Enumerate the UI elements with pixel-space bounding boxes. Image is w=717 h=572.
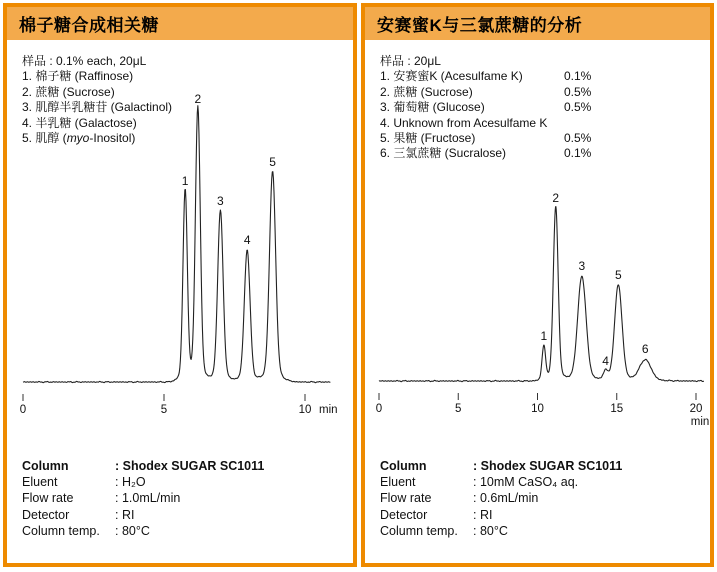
condition-row [22,523,264,539]
sample-item-name: 3. 葡萄糖 (Glucose) [380,100,485,115]
sample-item-name: 1. 安赛蜜K (Acesulfame K) [380,69,523,84]
sample-item-name: 4. Unknown from Acesulfame K [380,115,548,130]
conditions-table [380,458,622,539]
peak-label: 4 [602,354,609,368]
panel-raffinose [3,3,357,567]
peak-label: 2 [552,191,560,205]
x-axis-tick-label: 5 [160,404,168,416]
chromatogram-curve [23,106,330,383]
condition-row [380,523,622,539]
condition-label: Detector [380,507,428,522]
panel-acesulfame [361,3,714,567]
condition-row [380,474,622,490]
sample-list [22,54,172,146]
peak-label: 3 [217,194,224,208]
sample-header: 样品 : 20μL [380,54,441,68]
sample-item-concentration: 0.5% [564,84,592,99]
condition-value: : 0.6mL/min [473,491,539,506]
x-axis-tick-label: 20 [689,403,703,415]
sample-item-name: 6. 三氯蔗糖 (Sucralose) [380,146,507,161]
sample-item [380,146,592,161]
sample-item [380,69,592,84]
peak-label: 5 [269,155,276,169]
sample-item-concentration: 0.5% [564,131,592,146]
x-axis-tick-label: 5 [455,403,462,415]
condition-row [380,490,622,506]
x-axis-unit-label: min [690,416,710,428]
panel-title: 棉子糖合成相关糖 [19,16,159,35]
condition-label: Column temp. [380,523,458,538]
condition-label: Column [380,459,427,473]
condition-row [22,507,264,523]
condition-value: : RI [473,507,493,522]
sample-item-concentration: 0.5% [564,100,592,115]
sample-item-concentration: 0.1% [564,146,592,161]
sample-item [380,84,592,100]
sample-item-italic: myo [66,131,90,146]
x-axis-tick-label: 10 [531,403,544,415]
sample-item: 1. 棉子糖 (Raffinose) [22,69,134,84]
condition-row [22,458,264,474]
condition-value: : Shodex SUGAR SC1011 [473,459,623,473]
condition-value: : H₂O [115,475,146,490]
condition-value: : 10mM CaSO₄ aq. [473,475,579,490]
condition-label: Eluent [380,475,416,490]
sample-item-suffix: -Inositol) [89,131,136,146]
sample-item [380,100,592,115]
peak-label: 4 [243,233,251,247]
peak-label: 1 [540,329,548,343]
condition-label: Flow rate [380,491,432,506]
condition-label: Column [22,459,69,473]
x-axis-tick-label: 0 [19,404,27,416]
x-axis-tick-label: 15 [610,403,624,415]
sample-item-name: 2. 蔗糖 (Sucrose) [380,84,473,99]
condition-label: Eluent [22,475,58,490]
panel-header [365,7,710,40]
peak-label: 5 [614,268,622,282]
sample-header: 样品 : 0.1% each, 20μL [22,54,147,68]
sample-item [380,116,547,131]
sample-item-prefix: 5. 肌醇 ( [22,131,67,146]
peak-label: 3 [578,259,586,273]
conditions-table [22,458,264,539]
sample-item: 4. 半乳糖 (Galactose) [22,115,137,130]
condition-row [22,490,264,506]
sample-item [22,131,172,146]
x-axis-tick-label: 0 [375,403,383,415]
x-axis-unit-label: min [319,404,338,416]
condition-value: : RI [115,507,135,522]
sample-list [380,54,592,162]
panel-header [7,7,353,40]
sample-item: 3. 肌醇半乳糖苷 (Galactinol) [22,100,173,115]
condition-value: : 80°C [473,523,508,538]
sample-item [380,131,592,146]
peak-label: 6 [641,342,649,356]
panel-body [365,40,710,563]
panel-title: 安赛蜜K与三氯蔗糖的分析 [377,16,583,35]
sample-item-name: 5. 果糖 (Fructose) [380,131,476,146]
panel-body [7,40,353,563]
condition-value: : 1.0mL/min [115,491,181,506]
condition-row [22,474,264,490]
condition-value: : Shodex SUGAR SC1011 [115,459,265,473]
condition-label: Flow rate [22,491,74,506]
condition-value: : 80°C [115,523,150,538]
peak-label: 1 [181,174,189,188]
peak-label: 2 [194,92,202,106]
sample-item-concentration: 0.1% [564,69,592,84]
condition-label: Column temp. [22,523,100,538]
condition-row [380,507,622,523]
chromatogram-curve [379,207,704,382]
x-axis-tick-label: 10 [298,404,312,416]
condition-row [380,458,622,474]
sample-item: 2. 蔗糖 (Sucrose) [22,84,115,99]
condition-label: Detector [22,507,70,522]
